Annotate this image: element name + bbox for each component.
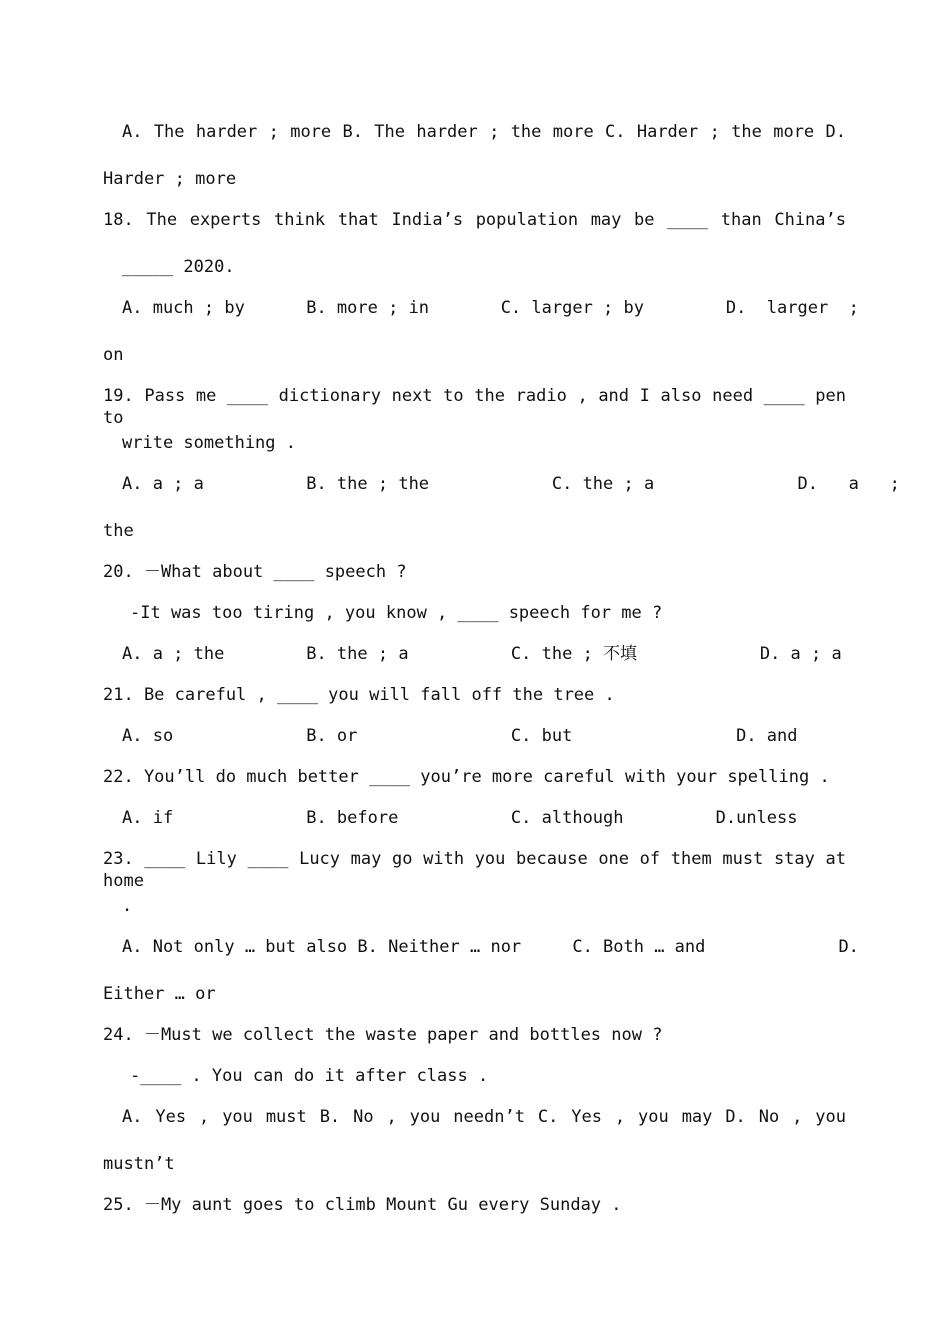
q20-stem: 20. －What about ____ speech ? bbox=[103, 562, 407, 582]
q24-reply: -____ . You can do it after class . bbox=[130, 1066, 489, 1086]
q23-options-cont: Either … or bbox=[103, 984, 216, 1004]
q21-stem: 21. Be careful , ____ you will fall off the tree . bbox=[103, 685, 615, 705]
q18-stem-cont: _____ 2020. bbox=[122, 257, 235, 277]
q23-options: A. Not only … but also B. Neither … nor C. Both … and D. bbox=[122, 937, 859, 957]
q19-options: A. a ; a B. the ; the C. the ; a D. a ; bbox=[122, 474, 900, 494]
q23-stem-cont: . bbox=[122, 896, 133, 916]
q19-options-cont: the bbox=[103, 521, 134, 541]
q24-options-cont: mustn’t bbox=[103, 1154, 175, 1174]
q20-options: A. a ; the B. the ; a C. the ; 不填 D. a ; a bbox=[122, 644, 842, 664]
q18-options: A. much ; by B. more ; in C. larger ; by D. larger ; bbox=[122, 298, 859, 318]
q23-stem: 23. ____ Lily ____ Lucy may go with you because one of them must stay at home bbox=[103, 849, 846, 891]
q21-options: A. so B. or C. but D. and bbox=[122, 726, 798, 746]
q19-stem-cont: write something . bbox=[122, 433, 296, 453]
q20-reply: -It was too tiring , you know , ____ speech for me ? bbox=[130, 603, 663, 623]
q25-stem: 25. －My aunt goes to climb Mount Gu every Sunday . bbox=[103, 1195, 622, 1215]
q24-options: A. Yes , you must B. No , you needn’t C. Yes , you may D. No , you bbox=[122, 1107, 846, 1127]
q18-stem: 18. The experts think that India’s population may be ____ than China’s bbox=[103, 210, 846, 230]
q19-stem: 19. Pass me ____ dictionary next to the radio , and I also need ____ pen to bbox=[103, 386, 846, 428]
q22-stem: 22. You’ll do much better ____ you’re more careful with your spelling . bbox=[103, 767, 830, 787]
q24-stem: 24. －Must we collect the waste paper and bottles now ? bbox=[103, 1025, 663, 1045]
q17-options-cont: Harder ; more bbox=[103, 169, 237, 189]
q18-options-cont: on bbox=[103, 345, 124, 365]
q17-options: A. The harder ; more B. The harder ; the more C. Harder ; the more D. bbox=[122, 122, 846, 142]
q22-options: A. if B. before C. although D.unless bbox=[122, 808, 798, 828]
